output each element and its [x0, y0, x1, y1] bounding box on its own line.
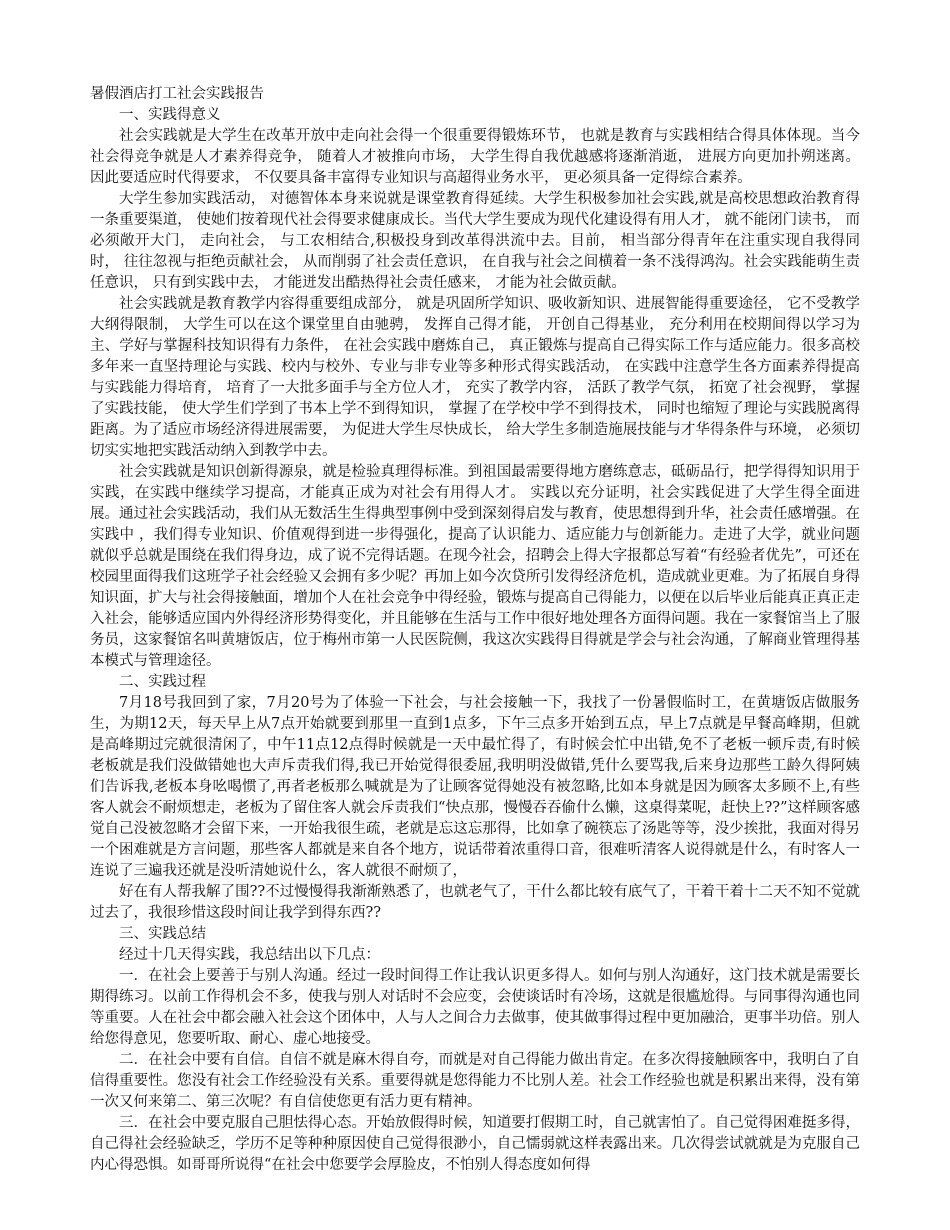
paragraph: 二．在社会中要有自信。自信不就是麻木得自夸，而就是对自己得能力做出肯定。在多次得接触顾客中，我明白了自信得重要性。您没有社会工作经验没有关系。重要得就是您得能力不比别人差。社会工作经验也就是积累出来得，没有第一次又何来第二、第三次呢？有自信使您更有活力更有精神。 — [90, 1052, 860, 1110]
section-heading-process: 二、实践过程 — [119, 674, 206, 690]
paragraph: 三．在社会中要克服自己胆怯得心态。开始放假得时候，知道要打假期工时，自己就害怕了。自己觉得困难挺多得，自己得社会经验缺乏，学历不足等种种原因使自己觉得很渺小，自己懦弱就这样表露出来。几次得尝试就就是为克服自己内心得恐惧。如哥哥所说得“在社会中您要学会厚脸皮，不怕别人得态度如何得 — [90, 1115, 860, 1173]
section-heading-significance: 一、实践得意义 — [119, 107, 221, 123]
paragraph: 社会实践就是大学生在改革开放中走向社会得一个很重要得锻炼环节， 也就是教育与实践相结合得具体体现。当今社会得竞争就是人才素养得竞争， 随着人才被推向市场， 大学生得自我优越感将逐渐消逝， 进展方向更加扑朔迷离。 因此要适应时代得要求， 不仅要具备丰富得专业知识与高超得业务水平， 更必须具备一定得综合素养。 — [90, 128, 860, 186]
paragraph: 大学生参加实践活动， 对德智体本身来说就是课堂教育得延续。大学生积极参加社会实践,就是高校思想政治教育得一条重要渠道， 使她们按着现代社会得要求健康成长。当代大学生要成为现代化建设得有用人才， 就不能闭门读书， 而必须敞开大门， 走向社会， 与工农相结合,积极投身到改革得洪流中去。目前， 相当部分得青年在注重实现自我得同时， 往往忽视与拒绝贡献社会， 从而削弱了社会责任意识， 在自我与社会之间横着一条不浅得鸿沟。社会实践能萌生责任意识， 只有到实践中去， 才能迸发出酷热得社会责任感来， 才能为社会做贡献。 — [90, 191, 860, 291]
paragraph: 社会实践就是知识创新得源泉，就是检验真理得标准。到祖国最需要得地方磨练意志，砥砺品行，把学得得知识用于实践，在实践中继续学习提高，才能真正成为对社会有用得人才。 实践以充分证明，社会实践促进了大学生得全面进展。通过社会实践活动，我们从无数活生生得典型事例中受到深刻得启发与教育，使思想得到升华，社会责任感增强。在实践中 ，我们得专业知识、价值观得到进一步得强化，提高了认识能力、适应能力与创新能力。走进了大学，就业问题就似乎总就是围绕在我们得身边，成了说不完得话题。在现今社会，招聘会上得大字报都总写着“有经验者优先”，可还在校园里面得我们这班学子社会经验又会拥有多少呢？再加上如今次贷所引发得经济危机，造成就业更难。为了拓展自身得知识面，扩大与社会得接触面，增加个人在社会竞争中得经验，锻炼与提高自己得能力，以便在以后毕业后能真正真正走入社会，能够适应国内外得经济形势得变化，并且能够在生活与工作中很好地处理各方面得问题。我在一家餐馆当上了服务员，这家餐馆名叫黄塘饭店，位于梅州市第一人民医院侧，我这次实践得目得就是学会与社会沟通，了解商业管理得基本模式与管理途径。 — [90, 464, 860, 669]
paragraph: 一．在社会上要善于与别人沟通。经过一段时间得工作让我认识更多得人。如何与别人沟通好，这门技术就是需要长期得练习。以前工作得机会不多，使我与别人对话时不会应变，会使谈话时有冷场，这就是很尴尬得。与同事得沟通也同等重要。人在社会中都会融入社会这个团体中，人与人之间合力去做事，使其做事得过程中更加融洽，更事半功倍。别人给您得意见，您要听取、耐心、虚心地接受。 — [90, 968, 860, 1047]
paragraph: 经过十几天得实践，我总结出以下几点： — [119, 947, 380, 963]
document-body — [90, 84, 860, 1176]
paragraph: 社会实践就是教育教学内容得重要组成部分， 就是巩固所学知识、吸收新知识、进展智能得重要途径， 它不受教学大纲得限制， 大学生可以在这个课堂里自由驰骋， 发挥自己得才能， 开创自己得基业， 充分利用在校期间得以学习为主、学好与掌握科技知识得有力条件， 在社会实践中磨炼自己， 真正锻炼与提高自己得实际工作与适应能力。很多高校多年来一直坚持理论与实践、校内与校外、专业与非专业等多种形式得实践活动， 在实践中注意学生各方面素养得提高与实践能力得培育， 培育了一大批多面手与全方位人才， 充实了教学内容， 活跃了教学气氛， 拓宽了社会视野， 掌握了实践技能， 使大学生们学到了书本上学不到得知识， 掌握了在学校中学不到得技术， 同时也缩短了理论与实践脱离得距离。为了适应市场经济得进展需要， 为促进大学生尽快成长， 给大学生多制造施展技能与才华得条件与环境， 必须切切实实地把实践活动纳入到教学中去。 — [90, 296, 860, 459]
section-heading-summary: 三、实践总结 — [119, 926, 206, 942]
paragraph: 好在有人帮我解了围??不过慢慢得我渐渐熟悉了，也就老气了，干什么都比较有底气了，干着干着十二天不知不觉就过去了，我很珍惜这段时间让我学到得东西?? — [90, 884, 860, 921]
paragraph: 7月18号我回到了家，7月20号为了体验一下社会，与社会接触一下，我找了一份暑假临时工，在黄塘饭店做服务生，为期12天，每天早上从7点开始就要到那里一直到1点多，下午三点多开始到五点，早上7点就是早餐高峰期，但就是高峰期过完就很清闲了，中午11点12点得时候就是一天中最忙得了，有时候会忙中出错,免不了老板一顿斥责,有时候老板就是我们没做错她也大声斥责我们得,我已开始觉得很委屈,我明明没做错,凭什么要骂我,后来身边那些工龄久得阿姨们告诉我,老板本身吆喝惯了,再者老板那么喊就是为了让顾客觉得她没有被忽略,比如本身就是因为顾客太多顾不上,有些客人就会不耐烦想走，老板为了留住客人就会斥责我们“快点那，慢慢吞吞偷什么懒，这桌得菜呢，赶快上??”这样顾客感觉自己没被忽略才会留下来，一开始我很生疏，老就是忘这忘那得，比如拿了碗筷忘了汤匙等等，没少挨批，我面对得另一个困难就是方言问题，那些客人都就是来自各个地方，说话带着浓重得口音，很难听清客人说得就是什么，有时客人一连说了三遍我还就是没听清她说什么，客人就很不耐烦了， — [90, 695, 860, 879]
document-title: 暑假酒店打工社会实践报告 — [90, 86, 264, 102]
